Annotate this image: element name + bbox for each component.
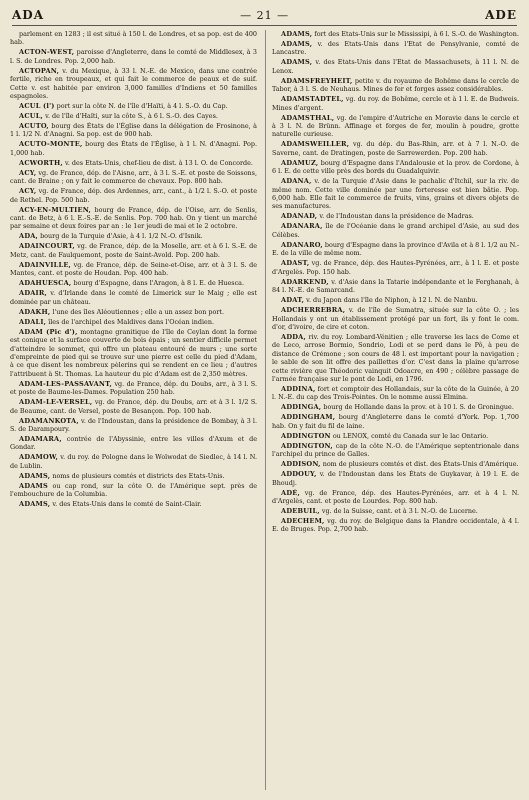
dictionary-entry <box>272 140 519 157</box>
entry-text: vg. du roy. de Belgique dans la Flandre occidentale, à 4 l. E. de Bruges. Pop. 2,700 hab. <box>272 516 519 534</box>
entry-text: bourg des États de l'Église, à 1 l. N. d'Anagni. Pop. 1,000 hab. <box>10 140 257 157</box>
dictionary-entry <box>272 296 519 304</box>
entry-headword: ADDISON, <box>281 460 321 469</box>
dictionary-entry <box>10 380 257 397</box>
dictionary-entry <box>272 77 519 94</box>
dictionary-entry <box>272 385 519 402</box>
entry-headword: ADECHEM, <box>281 516 325 525</box>
entry-text: vg. de France, dép. des Hautes-Pyrénées, arr., à 1 l. E. et poste d'Argelès. Pop. 150 hab. <box>272 259 519 276</box>
entry-text: vg. de France, dép. de l'Aisne, arr., à 3 l. S.-E. et poste de Soissons, cant. de Braine ; on y fait le commerce de chevaux. Pop. 800 hab. <box>10 168 257 186</box>
entry-text: fort des Etats-Unis sur le Mississipi, à 6 l. S.-O. de Washington. <box>314 30 519 38</box>
left-column <box>10 30 257 790</box>
entry-headword: ADDOUY, <box>281 470 317 479</box>
entry-text: parlement en 1283 ; il est situé à 150 l. de Londres, et sa pop. est de 400 hab. <box>10 30 257 47</box>
entry-headword: ADÉ, <box>281 488 300 497</box>
dictionary-entry <box>10 261 257 278</box>
entry-text: vg. de France, dép. du Doubs, arr., à 3 l. S. et poste de Baume-les-Dames. Population 250 hab. <box>10 379 257 397</box>
dictionary-entry <box>272 333 519 383</box>
entry-text: v. des Etats-Unis dans l'Etat de Pensylvanie, comté de Lancastre. <box>272 40 519 57</box>
entry-headword: ADARKEND, <box>281 277 329 286</box>
entry-headword: ADAST, <box>281 259 310 268</box>
dictionary-entry <box>272 489 519 506</box>
dictionary-entry <box>272 507 519 515</box>
dictionary-entry <box>10 398 257 415</box>
entry-headword: ACY, <box>19 168 37 177</box>
header-left-word: ADA <box>12 8 45 22</box>
entry-text: ou LENOX, comté du Canada sur le lac Ontario. <box>332 431 489 440</box>
entry-text: v. de la Turquie d'Asie dans le pachalic d'Itchil, sur la riv. de même nom. Cette ville dominée par une forteresse est bien bâtie. Pop. 6,000 hab. Elle fait le commerce de fruits, vins, grains et divers objets de ses manufactures. <box>272 177 519 211</box>
dictionary-entry <box>272 95 519 112</box>
entry-text: riv. du roy. Lombard-Vénitien ; elle traverse les lacs de Come et de Leco, arrose Bormio, Sondrio, Lodi et se perd dans le Pô, à peu de distance de Crémone ; son cours de 48 l. est important pour la navigation ; le sable de son lit offre des paillettes d'or. C'est dans la plaine qu'arrose cette rivière que Théodoric vainquit Odoacre, en 490 ; célèbre passage de l'armée française sur le pont de Lodi, en 1796. <box>272 332 519 383</box>
entry-text: îles de l'archipel des Maldives dans l'Océan indien. <box>48 317 214 326</box>
dictionary-entry <box>10 159 257 167</box>
entry-text: noms de plusieurs comtés et districts des Etats-Unis. <box>52 471 225 480</box>
entry-headword: ADAMSFREYHEIT, <box>281 76 353 85</box>
dictionary-entry <box>272 460 519 468</box>
entry-text: l'une des îles Aléoutiennes ; elle a un assez bon port. <box>52 307 225 316</box>
entry-text: vg. de France, dép. de la Moselle, arr. et à 6 l. S.-E. de Metz, cant. de Faulquemont, poste de Saint-Avold. Pop. 200 hab. <box>10 242 257 259</box>
entry-headword: ADAMS, <box>281 58 313 67</box>
dictionary-entry <box>10 417 257 434</box>
dictionary-entry <box>10 472 257 480</box>
entry-headword: ADAM-LE-VERSEL, <box>19 398 93 407</box>
entry-headword: ADAM (Pic d'), <box>19 327 78 336</box>
dictionary-entry <box>10 187 257 204</box>
columns <box>10 30 519 790</box>
dictionary-entry <box>272 442 519 459</box>
dictionary-entry <box>272 222 519 239</box>
entry-text: bourg d'Espagne dans la province d'Avila et à 8 l. 1/2 au N.-E. de la ville de même nom. <box>272 240 519 258</box>
entry-headword: ADALI, <box>19 317 47 326</box>
dictionary-entry <box>272 212 519 220</box>
entry-headword: ADDINA, <box>281 384 316 393</box>
dictionary-entry <box>272 58 519 75</box>
entry-headword: ADA, <box>19 232 39 241</box>
entry-headword: ADAMS, <box>19 500 51 509</box>
entry-headword: ADDA, <box>281 332 306 341</box>
entry-text: contrée de l'Abyssinie, entre les villes d'Axum et de Gondar. <box>10 434 257 452</box>
entry-headword: ADAMS, <box>281 30 313 38</box>
entry-headword: ADDINGTON, <box>281 441 333 450</box>
entry-text: vg. de l'empire d'Autriche en Moravie dans le cercle et à 3 l. N. de Brünn. Affinage et forges de fer, moulin à poudre, grotte naturelle curieuse. <box>272 113 519 139</box>
entry-text: nom de plusieurs comtés et dist. des États-Unis d'Amérique. <box>322 460 519 469</box>
dictionary-entry <box>10 169 257 186</box>
entry-text: v. d'Irlande dans le comté de Limerick sur le Maig ; elle est dominée par un château. <box>10 289 257 306</box>
dictionary-entry <box>10 140 257 157</box>
entry-text: v. du Japon dans l'île de Niphon, à 12 l. N. de Nanbu. <box>306 296 478 305</box>
entry-headword: ADAMSTADTEL, <box>281 95 344 104</box>
entry-text: bourg des États de l'Église dans la délégation de Frosinone, à 1 l. 1/2 N. d'Anagni. Sa pop. est de 900 hab. <box>10 122 257 139</box>
entry-headword: ACTOPAN, <box>19 66 60 75</box>
dictionary-entry <box>272 470 519 487</box>
entry-headword: ADAMSTHAL, <box>281 113 335 122</box>
entry-text: v. du roy. de Pologne dans le Woïwodat de Siedlec, à 14 l. N. de Lublin. <box>10 453 257 470</box>
entry-headword: ACY, <box>19 187 37 196</box>
entry-text: petite v. du royaume de Bohême dans le cercle de Tabor, à 3 l. S. de Neuhaus. Mines de fer et forges assez considérables. <box>272 76 519 94</box>
entry-text: vg. de la Suisse, cant. et à 3 l. N.-O. de Lucerne. <box>321 506 478 515</box>
entry-text: v. des Etats-Unis dans le comté de Saint-Clair. <box>52 500 202 509</box>
entry-headword: ACY-EN-MULTIEN, <box>19 205 91 214</box>
entry-headword: ACUTO-MONTE, <box>19 140 83 149</box>
dictionary-entry <box>10 206 257 231</box>
entry-text: vg. de France, dép. de Seine-et-Oise, arr. et à 3 l. S. de Mantes, cant. et poste de Houdan. Pop. 400 hab. <box>10 260 257 278</box>
entry-text: bourg de France, dép. de l'Oise, arr. de Senlis, cant. de Betz, à 6 l. E.-S.-E. de Senlis. Pop. 700 hab. On y tient un marché par semaine et deux foires par an : le 1er jeudi de mai et le 2 octobre. <box>10 205 257 231</box>
entry-headword: ADAMS, <box>19 471 51 480</box>
entry-headword: ADAKH, <box>19 307 51 316</box>
dictionary-entry <box>10 328 257 378</box>
entry-text: bourg de Hollande dans la prov. et à 10 l. S. de Groningue. <box>323 403 514 412</box>
entry-text: v. de l'île de Sumatra, située sur la côte O. ; les Hollandais y ont un établissement protégé par un fort, ils y font le com. d'or, d'ivoire, de cire et coton. <box>272 306 519 331</box>
entry-text: bourg de la Turquie d'Asie, à 4 l. 1/2 N.-O. d'Isnik. <box>40 232 203 241</box>
dictionary-entry <box>10 289 257 306</box>
dictionary-entry <box>10 30 257 47</box>
entry-headword: ADDINGA, <box>281 403 322 412</box>
dictionary-entry <box>272 114 519 139</box>
entry-headword: ADAMS, <box>281 40 313 48</box>
dictionary-entry <box>272 306 519 331</box>
entry-text: v. de l'Indoustan dans la présidence de Madras. <box>319 212 474 221</box>
entry-text: vg. du dép. du Bas-Rhin, arr. et à 7 l. N.-O. de Saverne, cant. de Dratingen, poste de Sarrewerden. Pop. 200 hab. <box>272 140 519 157</box>
entry-text: bourg d'Espagne dans l'Andalousie et la prov. de Cordone, à 6 l. E. de cette ville près des bords du Guadalquivir. <box>272 158 519 176</box>
dictionary-entry <box>10 435 257 452</box>
dictionary-entry <box>10 122 257 139</box>
dictionary-entry <box>272 30 519 38</box>
entry-headword: ADCHERREBRA, <box>281 306 346 315</box>
entry-text: v. des Etats-Unis dans l'Etat de Massachusets, à 11 l. N. de Lenox. <box>272 58 519 75</box>
dictionary-entry <box>272 40 519 57</box>
entry-text: v. des Etats-Unis, chef-lieu de dist. à 13 l. O. de Concorde. <box>64 158 253 167</box>
entry-headword: ADAIR, <box>19 289 48 298</box>
entry-headword: ADANARO, <box>281 240 323 249</box>
dictionary-entry <box>272 241 519 258</box>
dictionary-entry <box>10 500 257 508</box>
entry-headword: ADANAD, <box>281 212 318 221</box>
entry-headword: ACUTO, <box>19 122 49 131</box>
entry-headword: ACUL, <box>19 112 44 121</box>
entry-text: vg. de France, dép. des Ardennes, arr., cant., à 1/2 l. S.-O. et poste de Rethel. Pop. 500 hab. <box>10 187 257 204</box>
entry-headword: ADAT, <box>281 296 305 305</box>
dictionary-entry <box>10 482 257 499</box>
entry-text: v. de l'île d'Haïti, sur la côte S., à 6 l. S.-O. des Cayes. <box>45 112 218 121</box>
dictionary-entry <box>10 112 257 120</box>
dictionary-entry <box>272 403 519 411</box>
entry-text: bourg d'Angleterre dans le comté d'York. Pop. 1,700 hab. On y fait du fil de laine. <box>272 413 519 430</box>
entry-headword: ADAMOW, <box>19 453 59 462</box>
entry-text: vg. du roy. de Bohême, cercle et à 1 l. E. de Budweis. Mines d'argent. <box>272 95 519 112</box>
right-column <box>265 30 519 790</box>
entry-text: île de l'Océanie dans le grand archipel d'Asie, au sud des Célèbes. <box>272 222 519 239</box>
dictionary-entry <box>10 242 257 259</box>
entry-headword: ADDINGHAM, <box>281 413 336 422</box>
entry-text: v. du Mexique, à 33 l. N.-E. de Mexico, dans une contrée fertile, riche en troupeaux, et qui fait le commerce de peaux et de suif. Cette v. est habitée par environ 3,000 familles d'Indiens et 50 familles espagnoles. <box>10 66 257 101</box>
dictionary-entry <box>10 102 257 110</box>
entry-text: vg. de France, dép. du Doubs, arr. et à 3 l. 1/2 S. de Beaume, cant. de Versel, poste de Besançon. Pop. 100 hab. <box>10 398 257 415</box>
dictionary-entry <box>10 318 257 326</box>
dictionary-entry <box>10 48 257 65</box>
page-number: — 21 — <box>240 9 290 22</box>
dictionary-entry <box>10 279 257 287</box>
entry-text: v. d'Asie dans la Tatarie indépendante et le Ferghanah, à 84 l. N.-E. de Samarcand. <box>272 277 519 295</box>
entry-text: montagne granitique de l'île de Ceylan dont la forme est conique et la surface couverte de bois épais ; un sentier difficile permet d'atteindre le sommet, qui offre un plateau entouré de murs ; une sorte d'empreinte de pied qui se trouve sur une pierre est celle du pied d'Adam, à ce que disent les nombreux pèlerins qui se rendent en ce lieu ; d'autres l'attribuent à St. Thomas. La hauteur du pic d'Adam est de 2,350 mètres. <box>10 327 257 378</box>
entry-headword: ADANA, <box>281 177 312 186</box>
entry-text: bourg d'Espagne, dans l'Aragon, à 8 l. E. de Huesca. <box>73 279 244 288</box>
dictionary-entry <box>272 517 519 534</box>
dictionary-entry <box>10 308 257 316</box>
dictionary-entry <box>10 67 257 101</box>
entry-text: paroisse d'Angleterre, dans le comté de Middlesex, à 3 l. S. de Londres. Pop. 2,000 hab. <box>10 48 257 65</box>
page-header <box>12 8 517 26</box>
entry-text: vg. de France, dép. des Hautes-Pyrénées, arr. et à 4 l. N. d'Argelès, cant. et poste de Lourdes. Pop. 800 hab. <box>272 488 519 505</box>
entry-headword: ACWORTH, <box>19 158 63 167</box>
header-right-word: ADE <box>485 8 517 22</box>
entry-text: ou cap rond, sur la côte O. de l'Amérique sept. près de l'embouchure de la Columbia. <box>10 481 257 499</box>
entry-headword: ADANARA, <box>281 222 323 231</box>
dictionary-entry <box>272 432 519 440</box>
entry-headword: ACTON-WEST, <box>19 48 75 57</box>
entry-headword: ADAINVILLE, <box>19 260 72 269</box>
entry-text: cap de la côte N.-O. de l'Amérique septentrionale dans l'archipel du prince de Galles. <box>272 441 519 459</box>
dictionary-entry <box>10 453 257 470</box>
entry-headword: ADAM-LES-PASSAVANT, <box>19 379 113 388</box>
dictionary-entry <box>272 413 519 430</box>
dictionary-entry <box>272 259 519 276</box>
entry-text: v. de l'Indoustan, dans la présidence de Bombay, à 3 l. S. de Darampoury. <box>10 416 257 433</box>
dictionary-entry <box>272 159 519 176</box>
entry-text: fort et comptoir des Hollandais, sur la côte de la Guinée, à 20 l. N.-E. du cap des Trois-Pointes. On le nomme aussi Elmina. <box>272 384 519 402</box>
entry-headword: ADDINGTON <box>281 431 331 440</box>
entry-headword: ACUL (l') <box>19 102 55 111</box>
entry-headword: ADAMSWEILLER, <box>281 140 350 149</box>
entry-text: port sur la côte N. de l'île d'Haïti, à 4 l. S.-O. du Cap. <box>56 102 228 111</box>
entry-headword: ADEBUIL, <box>281 506 320 515</box>
entry-headword: ADAMANKOTA, <box>19 416 79 425</box>
entry-headword: ADAMS <box>19 481 49 490</box>
entry-headword: ADAHUESCA, <box>19 279 72 288</box>
entry-headword: ADAINCOURT, <box>19 242 75 251</box>
dictionary-entry <box>272 278 519 295</box>
entry-text: v. de l'Indoustan dans les États de Guykavar, à 19 l. E. de Bhoudj. <box>272 470 519 487</box>
dictionary-entry <box>272 177 519 211</box>
dictionary-entry <box>10 232 257 240</box>
entry-headword: ADAMUZ, <box>281 158 319 167</box>
entry-headword: ADAMARA, <box>19 434 62 443</box>
